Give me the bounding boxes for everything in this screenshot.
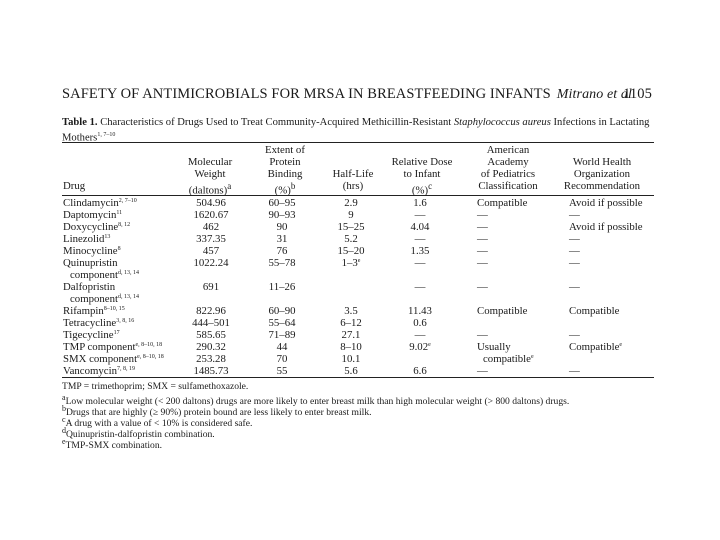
aap-classification: —: [477, 281, 488, 293]
molecular-weight-value: 290.32: [196, 341, 226, 353]
molecular-weight-value: 1620.67: [193, 209, 229, 221]
aap-classification: Usually: [477, 341, 511, 353]
protein-binding-value: 55–64: [268, 317, 296, 329]
half-life-value: 2.9: [344, 197, 358, 209]
relative-dose-value: —: [414, 257, 426, 269]
who-recommendation-text: Avoid if possible: [569, 221, 643, 233]
relative-dose: [415, 329, 426, 341]
aap-classification: —: [477, 221, 488, 233]
footnote-mark: b: [62, 404, 66, 413]
drug-name: [63, 281, 115, 293]
drug-name-text: Linezolid: [63, 233, 105, 245]
relative-dose: [408, 305, 432, 317]
drug-name: [63, 341, 162, 353]
column-header-mark: a: [227, 181, 232, 191]
drug-name: [63, 257, 118, 269]
footnote: [62, 381, 248, 392]
running-head: [62, 86, 654, 104]
who-recommendation-text: —: [569, 209, 580, 221]
protein-binding-value: 11–26: [268, 281, 296, 293]
column-header-label: Extent of Protein Binding (%): [265, 144, 305, 197]
who-recommendation-text: —: [569, 233, 580, 245]
half-life-value: 5.6: [344, 365, 358, 377]
aap-classification: —: [477, 257, 488, 269]
half-life-value: 1–3: [341, 257, 358, 269]
column-header-2: [250, 144, 320, 197]
caption-organism: Staphylococcus aureus: [453, 117, 551, 128]
relative-dose-value: 11.43: [408, 305, 432, 317]
who-recommendation: [569, 341, 622, 353]
drug-name-text-2: component: [70, 269, 118, 281]
aap-classification: —: [477, 209, 488, 221]
half-life: [344, 365, 358, 377]
who-recommendation: [569, 257, 580, 269]
protein-binding: [269, 329, 296, 341]
drug-name: [63, 317, 134, 329]
caption-label: Table 1.: [62, 117, 98, 128]
drug-name-text: Rifampin: [63, 305, 104, 317]
caption-text-before: Characteristics of Drugs Used to Treat Community-Acquired Methicillin-Resistant: [100, 117, 452, 128]
protein-binding-value: 44: [276, 341, 288, 353]
drug-name: [63, 233, 110, 245]
drug-name-text: Clindamycin: [63, 197, 119, 209]
drug-refs: 8–10, 15: [103, 306, 125, 312]
drug-refs: 3, 8, 16: [116, 318, 135, 324]
drug-name: [63, 197, 137, 209]
column-header-mark: b: [290, 181, 296, 191]
who-recommendation: [569, 245, 580, 257]
relative-dose-value: —: [414, 329, 426, 341]
molecular-weight: [193, 365, 228, 377]
who-recommendation: [569, 209, 580, 221]
who-recommendation: [569, 233, 580, 245]
half-life: [340, 317, 362, 329]
aap-classification: Compatible: [477, 305, 528, 317]
column-header-1: [170, 156, 250, 197]
drug-name-text: Vancomycin: [63, 365, 117, 377]
drug-name-text: Dalfopristin: [63, 281, 116, 293]
drug-refs: 2, 7–10: [118, 198, 137, 204]
molecular-weight: [196, 353, 226, 365]
protein-binding: [269, 305, 296, 317]
half-life-value: 10.1: [341, 353, 361, 365]
aap-classification-text-2: compatible: [483, 353, 531, 365]
molecular-weight: [203, 281, 219, 293]
drug-name-text: Tetracycline: [63, 317, 117, 329]
protein-binding: [269, 209, 296, 221]
caption-text-after: Infections in Lactating Mothers: [62, 117, 650, 144]
drug-name-line2: [70, 269, 139, 281]
relative-dose-value: 9.02: [409, 341, 429, 353]
table-caption: [62, 117, 656, 145]
half-life-value: 27.1: [341, 329, 361, 341]
drug-name-text: Daptomycin: [63, 209, 117, 221]
footnote-mark: e: [62, 437, 66, 446]
drug-refs: e, 8–10, 18: [135, 342, 163, 348]
protein-binding-value: 90: [276, 221, 288, 233]
protein-binding: [269, 281, 296, 293]
half-life-value: 5.2: [344, 233, 358, 245]
protein-binding-value: 90–93: [268, 209, 296, 221]
half-life-mark: e: [357, 258, 361, 264]
page-number: 1105: [623, 86, 652, 102]
half-life: [348, 209, 353, 221]
relative-dose: [415, 257, 426, 269]
running-authors: Mitrano et al: [556, 87, 632, 102]
footnote-text: Low molecular weight (< 200 daltons) drugs are more likely to enter breast milk than high molecular weight (> 800 daltons) drugs.: [65, 396, 570, 408]
who-recommendation-text: Compatible: [569, 305, 620, 317]
drug-name-text: Quinupristin: [63, 257, 118, 269]
relative-dose-value: —: [414, 233, 426, 245]
protein-binding: [277, 233, 288, 245]
drug-name-text-2: component: [70, 293, 118, 305]
molecular-weight: [203, 245, 219, 257]
protein-binding-value: 71–89: [268, 329, 296, 341]
footnote-text: A drug with a value of < 10% is considered safe.: [65, 418, 253, 430]
drug-refs: 7, 8, 19: [116, 366, 135, 372]
who-recommendation-text: —: [569, 329, 580, 341]
caption-refs: 1, 7–10: [97, 132, 116, 138]
molecular-weight-value: 1485.73: [193, 365, 229, 377]
molecular-weight: [196, 305, 226, 317]
table-bottom-rule: [62, 377, 654, 378]
column-header-label: Drug: [63, 180, 86, 192]
drug-name-text: TMP component: [63, 341, 136, 353]
protein-binding-value: 55–78: [268, 257, 296, 269]
protein-binding-value: 31: [276, 233, 288, 245]
molecular-weight-value: 253.28: [196, 353, 226, 365]
molecular-weight-value: 444–501: [192, 317, 230, 329]
protein-binding: [269, 197, 296, 209]
relative-dose: [415, 209, 426, 221]
half-life: [344, 305, 358, 317]
drug-name: [63, 353, 164, 365]
column-header-label: World Health Organization Recommendation: [563, 156, 641, 192]
drug-refs: d, 13, 14: [117, 270, 139, 276]
half-life: [344, 197, 358, 209]
drug-name-text: SMX component: [63, 353, 138, 365]
who-recommendation: [569, 305, 619, 317]
column-header-label: Molecular Weight (daltons): [187, 156, 233, 197]
drug-name-text: Doxycycline: [63, 221, 119, 233]
molecular-weight: [196, 197, 226, 209]
table-top-rule: [62, 142, 654, 143]
relative-dose: [413, 197, 427, 209]
protein-binding-value: 60–95: [268, 197, 296, 209]
who-recommendation-text: Avoid if possible: [569, 197, 643, 209]
aap-classification: Compatible: [477, 197, 528, 209]
half-life: [342, 329, 361, 341]
who-recommendation-mark: e: [619, 342, 623, 348]
drug-name-text: Minocycline: [63, 245, 118, 257]
half-life-value: 15–25: [337, 221, 365, 233]
drug-name: [63, 209, 122, 221]
drug-name-text: Tigecycline: [63, 329, 114, 341]
relative-dose-value: 6.6: [413, 365, 427, 377]
protein-binding: [269, 317, 296, 329]
drug-refs: 13: [104, 234, 111, 240]
aap-classification: —: [477, 365, 488, 377]
half-life: [340, 341, 362, 353]
molecular-weight-value: 462: [202, 221, 220, 233]
molecular-weight: [196, 233, 226, 245]
drug-refs: e, 8–10, 18: [137, 354, 164, 360]
who-recommendation-text: —: [569, 257, 580, 269]
drug-refs: 11: [116, 210, 123, 216]
drug-refs: d, 13, 14: [117, 294, 139, 300]
protein-binding: [277, 221, 288, 233]
protein-binding-value: 60–90: [268, 305, 296, 317]
aap-classification-line2: [483, 353, 534, 365]
half-life-value: 6–12: [340, 317, 362, 329]
molecular-weight: [196, 341, 226, 353]
half-life: [342, 353, 361, 365]
molecular-weight-value: 691: [202, 281, 220, 293]
relative-dose-value: 1.35: [410, 245, 430, 257]
who-recommendation-text: Compatible: [569, 341, 620, 353]
aap-classification: —: [477, 245, 488, 257]
molecular-weight: [193, 257, 228, 269]
molecular-weight-value: 585.65: [196, 329, 226, 341]
footnote-text: Drugs that are highly (≥ 90%) protein bound are less likely to enter breast milk.: [66, 407, 372, 419]
protein-binding: [277, 353, 288, 365]
relative-dose-value: —: [414, 281, 426, 293]
footnote-text: TMP = trimethoprim; SMX = sulfamethoxazole.: [62, 381, 249, 392]
molecular-weight: [192, 317, 230, 329]
protein-binding: [269, 257, 296, 269]
drug-refs: 8, 12: [118, 222, 131, 228]
relative-dose-mark: e: [428, 342, 431, 348]
footnote-mark: c: [62, 415, 66, 424]
half-life-value: 3.5: [344, 305, 358, 317]
half-life: [338, 221, 365, 233]
footnote-mark: a: [62, 393, 66, 402]
drug-name: [63, 365, 135, 377]
column-header-label: Half-Life (hrs): [332, 168, 374, 192]
aap-classification-mark: e: [530, 354, 534, 360]
relative-dose: [415, 233, 426, 245]
half-life-value: 15–20: [337, 245, 365, 257]
who-recommendation: [569, 329, 580, 341]
relative-dose: [413, 365, 427, 377]
drug-name: [63, 221, 130, 233]
footnote-text: Quinupristin-dalfopristin combination.: [66, 429, 215, 441]
drug-refs: 8: [117, 246, 121, 252]
half-life-value: 9: [348, 209, 354, 221]
molecular-weight: [203, 221, 219, 233]
half-life: [338, 245, 365, 257]
protein-binding: [277, 365, 288, 377]
who-recommendation-text: —: [569, 245, 580, 257]
relative-dose-value: 0.6: [413, 317, 427, 329]
column-header-label: American Academy of Pediatrics Classification: [478, 144, 538, 192]
protein-binding-value: 55: [276, 365, 288, 377]
protein-binding-value: 70: [276, 353, 288, 365]
molecular-weight-value: 457: [202, 245, 220, 257]
molecular-weight-value: 504.96: [196, 197, 226, 209]
column-header-mark: c: [428, 181, 433, 191]
drug-name: [63, 305, 125, 317]
drug-name: [63, 245, 121, 257]
column-header-3: [320, 168, 386, 192]
protein-binding: [277, 341, 288, 353]
running-title: SAFETY OF ANTIMICROBIALS FOR MRSA IN BREASTFEEDING INFANTS: [62, 86, 551, 102]
footnote-mark: d: [62, 426, 66, 435]
footnote-text: TMP-SMX combination.: [65, 440, 163, 452]
aap-classification: —: [477, 329, 488, 341]
column-header-label: Relative Dose to Infant (%): [391, 156, 453, 197]
column-header-6: [550, 156, 654, 192]
protein-binding-value: 76: [276, 245, 288, 257]
molecular-weight: [196, 329, 226, 341]
half-life-value: 8–10: [340, 341, 362, 353]
drug-name-line2: [70, 293, 139, 305]
molecular-weight-value: 337.35: [196, 233, 226, 245]
footnote: [62, 436, 162, 451]
relative-dose-value: —: [414, 209, 426, 221]
column-header-4: [386, 156, 458, 197]
relative-dose: [409, 341, 431, 353]
who-recommendation: [569, 365, 580, 377]
half-life: [342, 257, 361, 269]
aap-classification: —: [477, 233, 488, 245]
molecular-weight-value: 822.96: [196, 305, 226, 317]
column-header-5: [466, 144, 550, 192]
relative-dose: [415, 281, 426, 293]
table-header-rule: [62, 195, 654, 196]
who-recommendation: [569, 197, 643, 209]
relative-dose-value: 1.6: [413, 197, 427, 209]
who-recommendation-text: —: [569, 365, 580, 377]
relative-dose-value: 4.04: [410, 221, 430, 233]
who-recommendation: [569, 281, 580, 293]
who-recommendation-text: —: [569, 281, 580, 293]
relative-dose: [411, 221, 430, 233]
protein-binding: [277, 245, 288, 257]
molecular-weight: [193, 209, 228, 221]
who-recommendation: [569, 221, 643, 233]
relative-dose: [413, 317, 427, 329]
molecular-weight-value: 1022.24: [193, 257, 229, 269]
relative-dose: [411, 245, 430, 257]
half-life: [344, 233, 358, 245]
drug-refs: 17: [113, 330, 120, 336]
drug-name: [63, 329, 120, 341]
column-header-0: [63, 180, 133, 192]
